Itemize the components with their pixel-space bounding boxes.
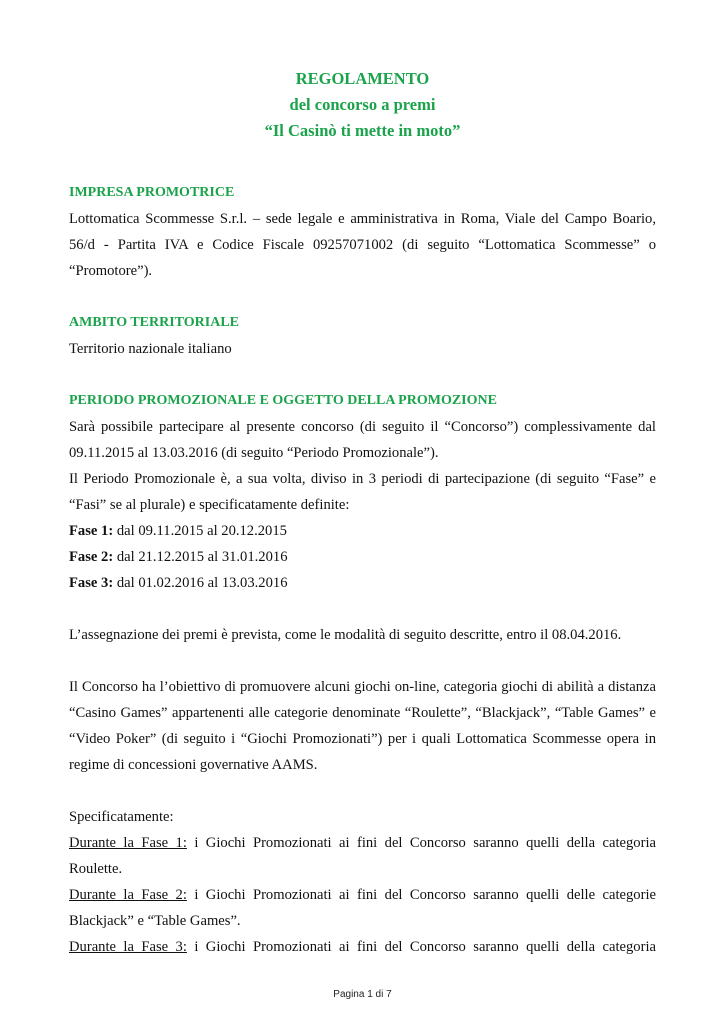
title-line-1: REGOLAMENTO	[295, 69, 430, 88]
heading-ambito-territoriale: AMBITO TERRITORIALE	[69, 315, 239, 330]
document-title	[0, 66, 725, 144]
durante-fase-text: i Giochi Promozionati ai fini del Concorso saranno quelli della categoria	[186, 939, 656, 955]
paragraph-obiettivo: Il Concorso ha l’obiettivo di promuovere alcuni giochi on-line, categoria giochi di abilità a distanza “Casino Games” appartenenti alle categorie denominate “Roulette”, “Blackjack”, “Table Games” e “Video Poker” (di seguito i “Giochi Promozionati”) per i quali Lottomatica Scommesse opera in regime di concessioni governative AAMS.	[69, 679, 656, 773]
fase-dates: dal 09.11.2015 al 20.12.2015	[113, 523, 287, 539]
durante-fase-text: i Giochi Promozionati ai fini del Concorso saranno quelli della categoria Roulette.	[69, 835, 656, 877]
durante-fase-label: Durante la Fase 3:	[69, 939, 187, 955]
fase-label: Fase 3:	[69, 575, 114, 591]
durante-fase-item	[69, 830, 656, 882]
fase-item	[69, 570, 656, 596]
fase-dates: dal 21.12.2015 al 31.01.2016	[113, 549, 288, 565]
durante-fase-label: Durante la Fase 1:	[69, 835, 187, 851]
durante-fase-label: Durante la Fase 2:	[69, 887, 187, 903]
paragraph-periodo-1: Sarà possibile partecipare al presente concorso (di seguito il “Concorso”) complessivamente dal 09.11.2015 al 13.03.2016 (di seguito “Periodo Promozionale”).	[69, 419, 656, 461]
title-line-2: del concorso a premi	[289, 95, 436, 114]
durante-fase-text: i Giochi Promozionati ai fini del Concorso saranno quelli delle categorie Blackjack” e “Table Games”.	[69, 887, 656, 929]
paragraph-ambito: Territorio nazionale italiano	[69, 341, 232, 357]
heading-impresa-promotrice: IMPRESA PROMOTRICE	[69, 185, 235, 200]
heading-periodo-promozionale: PERIODO PROMOZIONALE E OGGETTO DELLA PROMOZIONE	[69, 393, 497, 408]
fase-item	[69, 518, 656, 544]
fase-item	[69, 544, 656, 570]
paragraph-assegnazione: L’assegnazione dei premi è prevista, come le modalità di seguito descritte, entro il 08.04.2016.	[69, 627, 622, 643]
fase-label: Fase 2:	[69, 549, 114, 565]
fase-label: Fase 1:	[69, 523, 114, 539]
fase-dates: dal 01.02.2016 al 13.03.2016	[113, 575, 288, 591]
paragraph-impresa: Lottomatica Scommesse S.r.l. – sede legale e amministrativa in Roma, Viale del Campo Boario, 56/d - Partita IVA e Codice Fiscale 09257071002 (di seguito “Lottomatica Scommesse” o “Promotore”).	[69, 211, 656, 279]
durante-fase-item	[69, 934, 656, 960]
durante-fase-item	[69, 882, 656, 934]
page-number-footer: Pagina 1 di 7	[333, 989, 392, 1000]
title-line-3: “Il Casinò ti mette in moto”	[264, 121, 461, 140]
paragraph-periodo-2: Il Periodo Promozionale è, a sua volta, diviso in 3 periodi di partecipazione (di seguito “Fase” e “Fasi” se al plurale) e specificatamente definite:	[69, 471, 656, 513]
paragraph-specificatamente: Specificatamente:	[69, 809, 174, 825]
document-body	[69, 180, 656, 960]
